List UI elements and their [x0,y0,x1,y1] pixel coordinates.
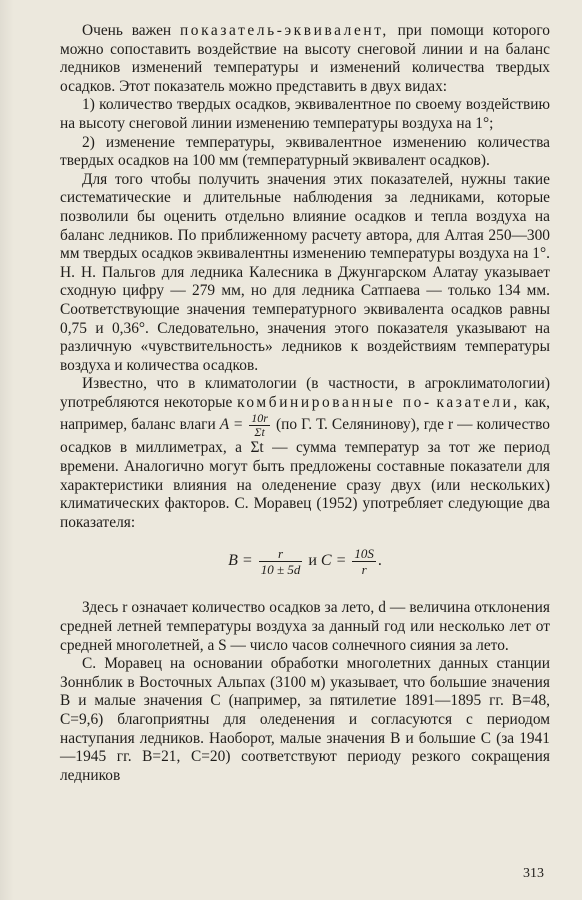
fraction-denominator: Σt [254,425,265,440]
spaced-term: показатель-эквивалент, [179,22,389,39]
fraction-numerator: 10S [354,546,374,562]
fraction-denominator: r [361,562,367,578]
list-item-2: 2) изменение температуры, эквивалентное изменению количества твердых осадков на 100 мм (температурный эквивалент осадков). [60,133,550,170]
display-formula [60,546,550,577]
paragraph-equivalent-indicator [60,22,550,96]
fraction-numerator: r [259,546,303,562]
text-run: как, например, баланс влаги [60,393,550,434]
formula-period: . [377,552,382,570]
equation-lhs: A = [219,416,248,434]
spaced-term: комбинированные по- [237,393,432,411]
paragraph-sonnblick: С. Моравец на основании обработки многолетних данных станции Зоннблик в Восточных Альпах (3100 м) указывает, что большие значения B и малые значения C (например, за пятилетие 1891—1895 гг. B=48, C=9,6) благоприятны для оледенения и согласуются с периодом наступания ледников. Наоборот, малые значения B и большие C (за 1941—1945 гг. B=21, C=20) соответствуют периоду резкого сокращения ледников [60,655,550,784]
formula-c-lhs: C = [320,552,351,570]
page-body [60,22,550,785]
page-number: 313 [523,866,544,881]
fraction-denominator: 10 ± 5d [260,562,301,578]
text-run: Известно, что в климатологии (в частности, в агроклиматологии) употребляются некоторые [60,375,550,411]
formula-conjunction: и [304,552,321,570]
formula-c-fraction [352,546,376,577]
paragraph-observations: Для того чтобы получить значения этих показателей, нужны такие систематические и длительные наблюдения за ледниками, которые позволили бы оценить отдельно влияние осадков и тепла воздуха на баланс ледников. По приближенному расчету автора, для Алтая 250—300 мм твердых осадков эквивалентны изменению температуры воздуха на 1°. Н. Н. Пальгов для ледника Калесника в Джунгарском Алатау указывает сходную цифру — 279 мм, но для ледника Сатпаева — только 134 мм. Соответствующие значения температурного эквивалента осадков равны 0,75 и 0,36°. Следовательно, значения этого показателя указывают на различную «чувствительность» ледников к воздействиям температуры воздуха и количества осадков. [60,170,550,374]
text-run: при помощи которого можно сопоставить воздействие на высоту снеговой линии и на баланс ледников изменений температуры и изменений количества твердых осадков. Этот показатель можно представить в двух видах: [60,22,551,95]
text-run: Очень важен [82,22,180,39]
paragraph-combined-indicators [60,375,550,532]
paragraph-variable-definitions: Здесь r означает количество осадков за лето, d — величина отклонения средней летней температуры воздуха за данный год или несколько лет от средней многолетней, а S — число часов солнечного сияния за лето. [60,599,550,654]
spaced-term: казатели, [436,393,520,411]
moisture-balance-fraction [249,412,270,439]
text-run: (по Г. Т. Селянинову), где r — количество осадков в миллиметрах, а Σt — сумма температур за тот же период времени. Аналогично могут быть предложены составные показатели для характеристики влияния на оледенение сразу двух (или нескольких) климатических факторов. С. Моравец (1952) употребляет следующие два показателя: [60,416,550,531]
list-item-1: 1) количество твердых осадков, эквивалентное по своему воздействию на высоту снеговой линии изменению температуры воздуха на 1°; [60,96,550,132]
fraction-numerator: 10r [251,411,268,426]
formula-b-lhs: B = [228,552,257,570]
formula-b-fraction [259,546,303,577]
